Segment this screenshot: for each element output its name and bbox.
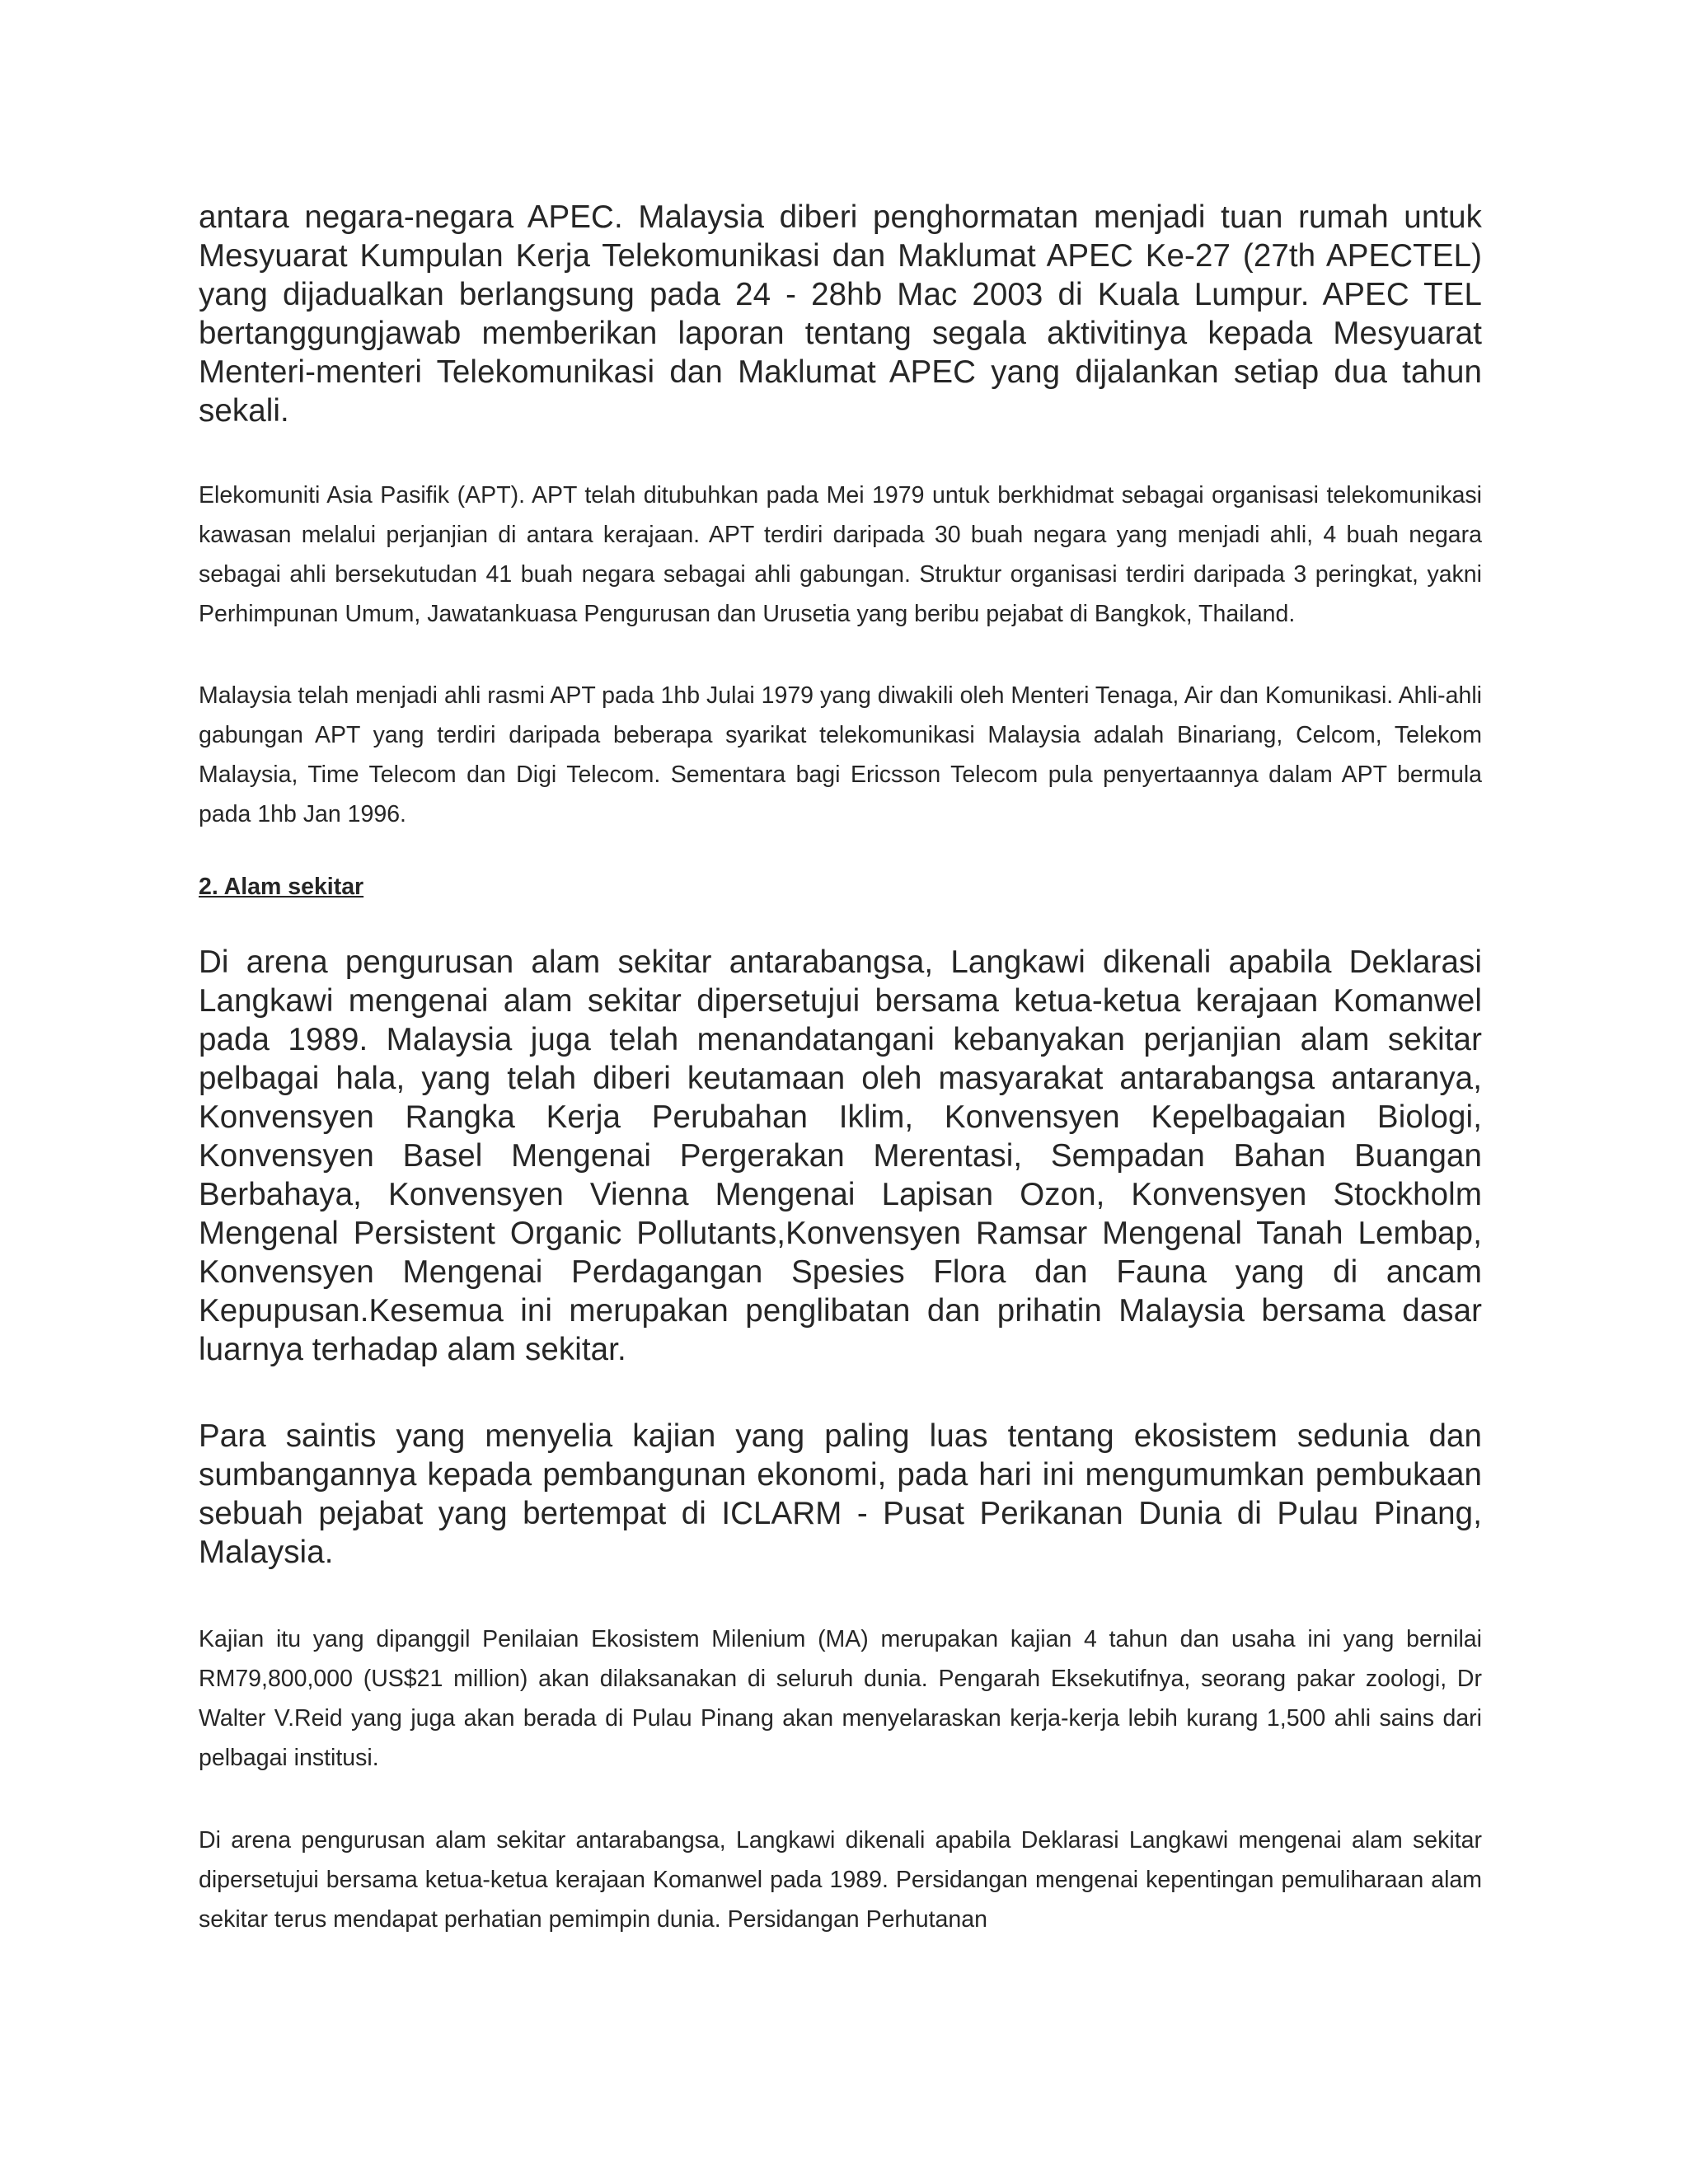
paragraph-environment: Di arena pengurusan alam sekitar antarabangsa, Langkawi dikenali apabila Deklarasi Langkawi mengenai alam sekitar dipersetujui bersama ketua-ketua kerajaan Komanwel pada 1989. Malaysia juga telah menandatangani kebanyakan perjanjian alam sekitar pelbagai hala, yang telah diberi keutamaan oleh masyarakat antarabangsa antaranya, Konvensyen Rangka Kerja Perubahan Iklim, Konvensyen Kepelbagaian Biologi, Konvensyen Basel Mengenai Pergerakan Merentasi, Sempadan Bahan Buangan Berbahaya, Konvensyen Vienna Mengenai Lapisan Ozon, Konvensyen Stockholm Mengenal Persistent Organic Pollutants,Konvensyen Ramsar Mengenal Tanah Lembap, Konvensyen Mengenai Perdagangan Spesies Flora dan Fauna yang di ancam Kepupusan.Kesemua ini merupakan penglibatan dan prihatin Malaysia bersama dasar luarnya terhadap alam sekitar. xyxy=(199,944,1482,1367)
paragraph-malaysia-apt: Malaysia telah menjadi ahli rasmi APT pada 1hb Julai 1979 yang diwakili oleh Menteri Tenaga, Air dan Komunikasi. Ahli-ahli gabungan APT yang terdiri daripada beberapa syarikat telekomunikasi Malaysia adalah Binariang, Celcom, Telekom Malaysia, Time Telecom dan Digi Telecom. Sementara bagi Ericsson Telecom pula penyertaannya dalam APT bermula pada 1hb Jan 1996. xyxy=(199,682,1482,827)
paragraph-apt: Elekomuniti Asia Pasifik (APT). APT telah ditubuhkan pada Mei 1979 untuk berkhidmat sebagai organisasi telekomunikasi kawasan melalui perjanjian di antara kerajaan. APT terdiri daripada 30 buah negara yang menjadi ahli, 4 buah negara sebagai ahli bersekutudan 41 buah negara sebagai ahli gabungan. Struktur organisasi terdiri daripada 3 peringkat, yakni Perhimpunan Umum, Jawatankuasa Pengurusan dan Urusetia yang beribu pejabat di Bangkok, Thailand. xyxy=(199,482,1482,627)
document-page xyxy=(199,198,1482,1939)
paragraph-scientists: Para saintis yang menyelia kajian yang paling luas tentang ekosistem sedunia dan sumbangannya kepada pembangunan ekonomi, pada hari ini mengumumkan pembukaan sebuah pejabat yang bertempat di ICLARM - Pusat Perikanan Dunia di Pulau Pinang, Malaysia. xyxy=(199,1418,1482,1570)
section-heading: 2. Alam sekitar xyxy=(199,874,364,900)
paragraph-apec: antara negara-negara APEC. Malaysia diberi penghormatan menjadi tuan rumah untuk Mesyuarat Kumpulan Kerja Telekomunikasi dan Maklumat APEC Ke-27 (27th APECTEL) yang dijadualkan berlangsung pada 24 - 28hb Mac 2003 di Kuala Lumpur. APEC TEL bertanggungjawab memberikan laporan tentang segala aktivitinya kepada Mesyuarat Menteri-menteri Telekomunikasi dan Maklumat APEC yang dijalankan setiap dua tahun sekali. xyxy=(199,199,1482,429)
paragraph-ma-study: Kajian itu yang dipanggil Penilaian Ekosistem Milenium (MA) merupakan kajian 4 tahun dan usaha ini yang bernilai RM79,800,000 (US$21 million) akan dilaksanakan di seluruh dunia. Pengarah Eksekutifnya, seorang pakar zoologi, Dr Walter V.Reid yang juga akan berada di Pulau Pinang akan menyelaraskan kerja-kerja lebih kurang 1,500 ahli sains dari pelbagai institusi. xyxy=(199,1626,1482,1771)
paragraph-langkawi: Di arena pengurusan alam sekitar antarabangsa, Langkawi dikenali apabila Deklarasi Langkawi mengenai alam sekitar dipersetujui bersama ketua-ketua kerajaan Komanwel pada 1989. Persidangan mengenai kepentingan pemuliharaan alam sekitar terus mendapat perhatian pemimpin dunia. Persidangan Perhutanan xyxy=(199,1827,1482,1933)
